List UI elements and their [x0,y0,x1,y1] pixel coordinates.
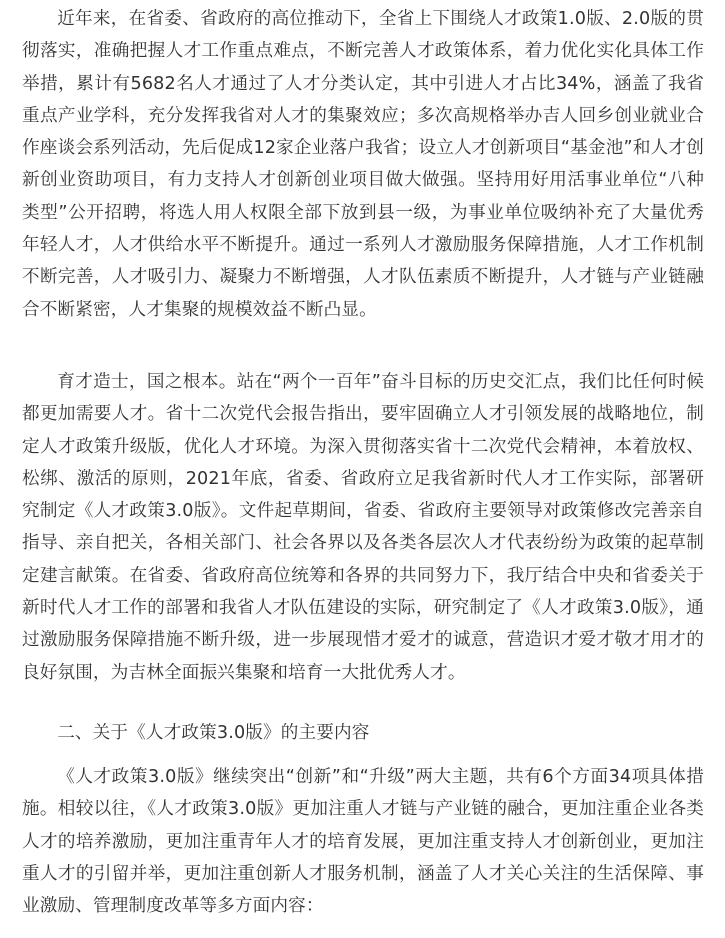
section-heading: 二、关于《人才政策3.0版》的主要内容 [57,723,370,743]
paragraph-1: 近年来，在省委、省政府的高位推动下，全省上下围绕人才政策1.0版、2.0版的贯彻落实，准确把握人才工作重点难点，不断完善人才政策体系，着力优化实化具体工作举措，累计有5682名人才通过了人才分类认定，其中引进人才占比34%，涵盖了我省重点产业学科，充分发挥我省对人才的集聚效应；多次高规格举办吉人回乡创业就业合作座谈会系列活动，先后促成12家企业落户我省；设立人才创新项目“基金池”和人才创新创业资助项目，有力支持人才创新创业项目做大做强。坚持用好用活事业单位“八种类型”公开招聘，将选人用人权限全部下放到县一级，为事业单位吸纳补充了大量优秀年轻人才，人才供给水平不断提升。通过一系列人才激励服务保障措施，人才工作机制不断完善，人才吸引力、凝聚力不断增强，人才队伍素质不断提升，人才链与产业链融合不断紧密，人才集聚的规模效益不断凸显。 [22,9,704,320]
paragraph-3: 《人才政策3.0版》继续突出“创新”和“升级”两大主题，共有6个方面34项具体措施。相较以往，《人才政策3.0版》更加注重人才链与产业链的融合，更加注重企业各类人才的培养激励，更加注重青年人才的培育发展，更加注重支持人才创新创业，更加注重人才的引留并举，更加注重创新人才服务机制，涵盖了人才关心关注的生活保障、事业激励、管理制度改革等多方面内容： [22,767,704,917]
paragraph-2: 育才造士，国之根本。站在“两个一百年”奋斗目标的历史交汇点，我们比任何时候都更加需要人才。省十二次党代会报告指出，要牢固确立人才引领发展的战略地位，制定人才政策升级版，优化人才环境。为深入贯彻落实省十二次党代会精神，本着放权、松绑、激活的原则，2021年底，省委、省政府立足我省新时代人才工作实际，部署研究制定《人才政策3.0版》。文件起草期间，省委、省政府主要领导对政策修改完善亲自指导、亲自把关，各相关部门、社会各界以及各类各层次人才代表纷纷为政策的起草制定建言献策。在省委、省政府高位统筹和各界的共同努力下，我厅结合中央和省委关于新时代人才工作的部署和我省人才队伍建设的实际，研究制定了《人才政策3.0版》，通过激励服务保障措施不断升级，进一步展现惜才爱才的诚意，营造识才爱才敬才用才的良好氛围，为吉林全面振兴集聚和培育一大批优秀人才。 [22,372,704,683]
